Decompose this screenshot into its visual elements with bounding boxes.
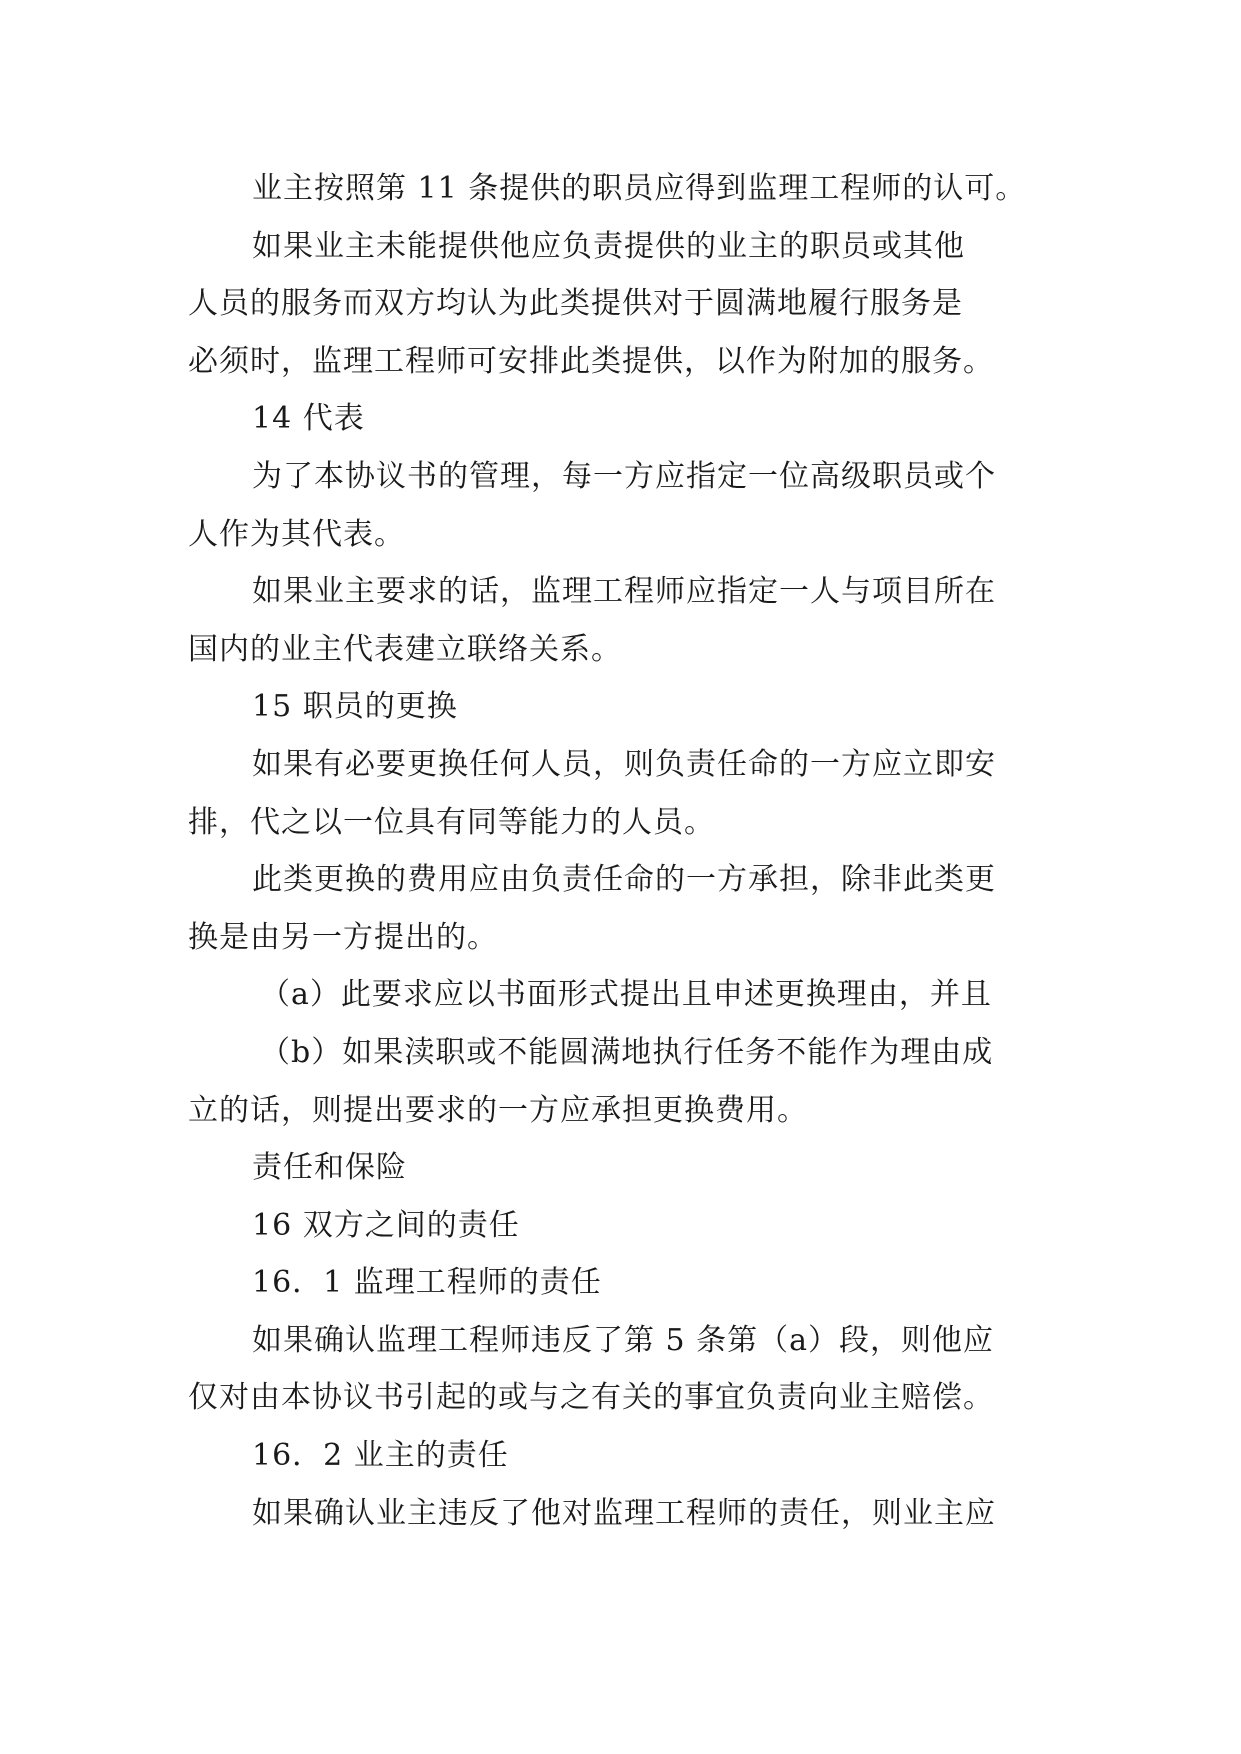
document-body — [188, 160, 1068, 1542]
paragraph-line: 如果确认监理工程师违反了第 5 条第（a）段，则他应 — [252, 1322, 995, 1358]
paragraph-line: 必须时，监理工程师可安排此类提供，以作为附加的服务。 — [188, 343, 994, 379]
paragraph-line: 立的话，则提出要求的一方应承担更换费用。 — [188, 1092, 808, 1128]
paragraph-line: 换是由另一方提出的。 — [188, 919, 498, 955]
paragraph-line: 排，代之以一位具有同等能力的人员。 — [188, 804, 715, 840]
paragraph-line: 业主按照第 11 条提供的职员应得到监理工程师的认可。 — [252, 171, 1027, 206]
section-heading-liability: 责任和保险 — [252, 1150, 407, 1186]
section-heading-15: 15 职员的更换 — [252, 689, 458, 725]
section-heading-14: 14 代表 — [252, 401, 365, 437]
paragraph-line: 为了本协议书的管理，每一方应指定一位高级职员或个 — [252, 458, 996, 494]
paragraph-line: 此类更换的费用应由负责任命的一方承担，除非此类更 — [252, 862, 996, 898]
paragraph-line: 仅对由本协议书引起的或与之有关的事宜负责向业主赔偿。 — [188, 1380, 994, 1416]
subsection-heading-16-1: 16．1 监理工程师的责任 — [252, 1265, 602, 1301]
subsection-heading-16-2: 16．2 业主的责任 — [252, 1438, 509, 1474]
paragraph-line: 如果有必要更换任何人员，则负责任命的一方应立即安 — [252, 746, 996, 782]
paragraph-line: 如果业主要求的话，监理工程师应指定一人与项目所在 — [252, 574, 996, 610]
paragraph-line: 人作为其代表。 — [188, 516, 405, 552]
section-heading-16: 16 双方之间的责任 — [252, 1207, 520, 1243]
paragraph-line: 人员的服务而双方均认为此类提供对于圆满地履行服务是 — [188, 286, 963, 322]
paragraph-line: 如果确认业主违反了他对监理工程师的责任，则业主应 — [252, 1495, 996, 1531]
paragraph-line: 国内的业主代表建立联络关系。 — [188, 631, 622, 667]
list-item-b: （b）如果渎职或不能圆满地执行任务不能作为理由成 — [260, 1034, 994, 1070]
list-item-a: （a）此要求应以书面形式提出且申述更换理由，并且 — [260, 977, 992, 1013]
paragraph-line: 如果业主未能提供他应负责提供的业主的职员或其他 — [252, 228, 965, 264]
